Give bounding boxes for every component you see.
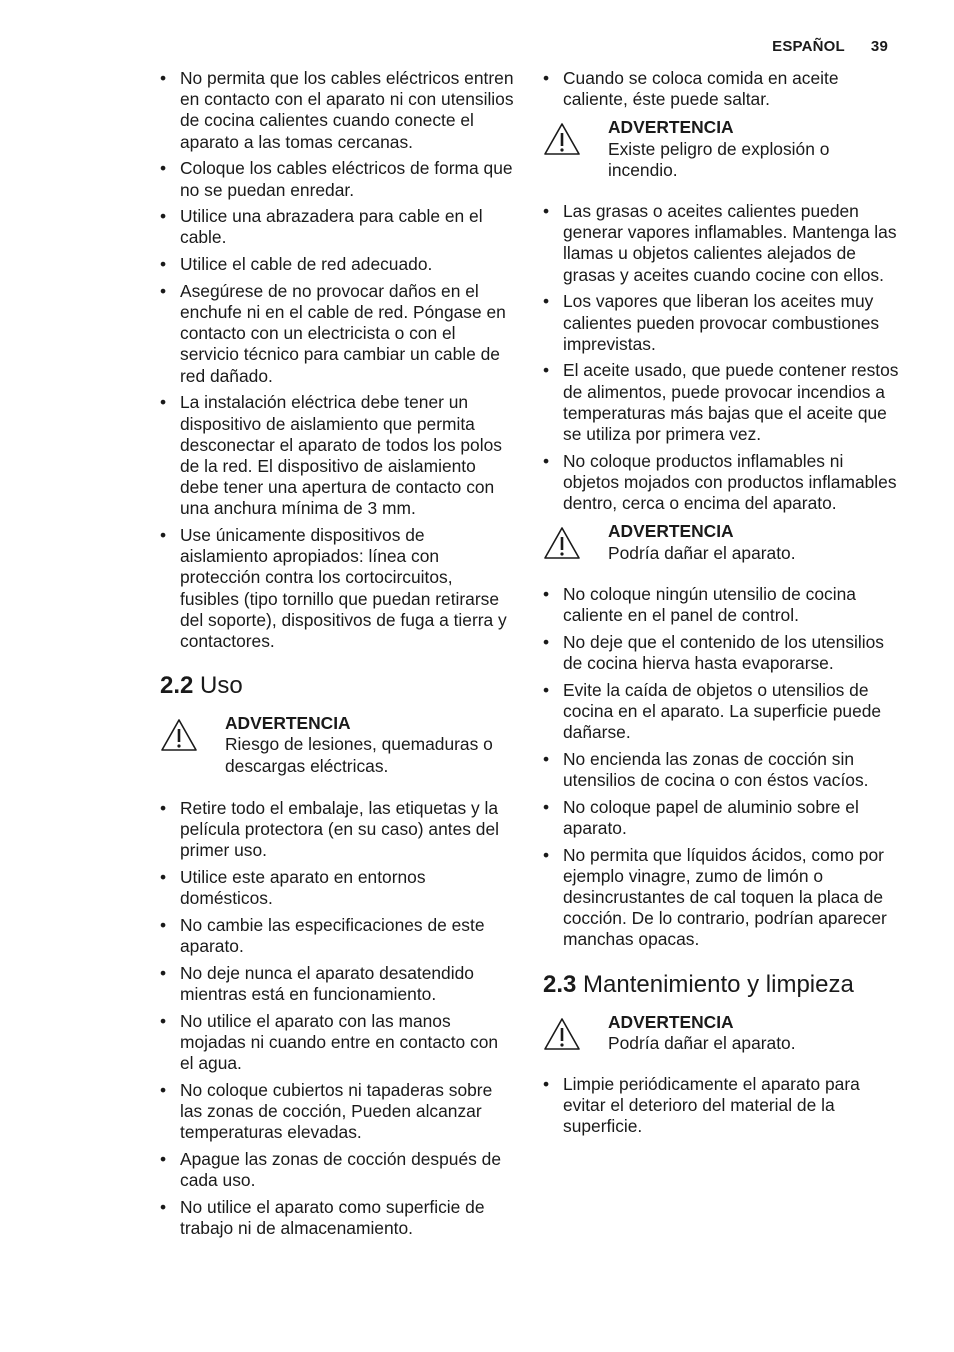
bullet-list-uso: [160, 798, 516, 1239]
section-title: Uso: [200, 672, 243, 700]
list-item: • No permita que líquidos ácidos, como por ejemplo vinagre, zumo de limón o desincrustantes de cal toquen la placa de cocción. De lo contrario, podrían aparecer manchas opacas.: [543, 845, 899, 951]
bullet-list-electrical: [160, 68, 516, 652]
list-item: • No coloque ningún utensilio de cocina caliente en el panel de control.: [543, 584, 899, 626]
section-number: 2.2: [160, 672, 194, 700]
section-title: Mantenimiento y limpieza: [583, 970, 854, 998]
bullet-list-oil: [543, 68, 899, 110]
list-item: • Utilice este aparato en entornos domésticos.: [160, 867, 516, 909]
list-item: • Asegúrese de no provocar daños en el enchufe ni en el cable de red. Póngase en contacto con un electricista o con el servicio técnico para cambiar un cable de red dañado.: [160, 281, 516, 387]
warning-title: ADVERTENCIA: [608, 117, 734, 138]
warning-box: [543, 1012, 899, 1054]
list-item: • No utilice el aparato con las manos mojadas ni cuando entre en contacto con el agua.: [160, 1011, 516, 1075]
section-heading-uso: [160, 672, 516, 700]
page-number: 39: [870, 38, 888, 55]
warning-triangle-icon: [543, 526, 581, 560]
warning-text: Riesgo de lesiones, quemaduras o descargas eléctricas.: [225, 734, 493, 776]
bullet-list-cleaning: [543, 1074, 899, 1138]
list-item: • No deje nunca el aparato desatendido mientras está en funcionamiento.: [160, 963, 516, 1005]
header-language: ESPAÑOL: [772, 38, 845, 55]
list-item: • No permita que los cables eléctricos entren en contacto con el aparato ni con utensilios de cocina calientes cuando conecte el aparato a las tomas cercanas.: [160, 68, 516, 153]
list-item: • No coloque papel de aluminio sobre el aparato.: [543, 797, 899, 839]
list-item: • Los vapores que liberan los aceites muy calientes pueden provocar combustiones imprevistas.: [543, 291, 899, 355]
warning-box: [160, 713, 516, 777]
section-number: 2.3: [543, 970, 577, 998]
warning-box: [543, 521, 899, 563]
list-item: • Utilice el cable de red adecuado.: [160, 254, 516, 275]
warning-triangle-icon: [543, 1017, 581, 1051]
list-item: • Limpie periódicamente el aparato para evitar el deterioro del material de la superficie.: [543, 1074, 899, 1138]
left-column: [160, 68, 516, 1245]
list-item: • El aceite usado, que puede contener restos de alimentos, puede provocar incendios a temperaturas más bajas que el aceite que se utiliza por primera vez.: [543, 360, 899, 445]
list-item: • La instalación eléctrica debe tener un dispositivo de aislamiento que permita desconectar el aparato de todos los polos de la red. El dispositivo de aislamiento debe tener una apertura de contacto con una anchura mínima de 3 mm.: [160, 392, 516, 519]
list-item: • Use únicamente dispositivos de aislamiento apropiados: línea con protección contra los cortocircuitos, fusibles (tipo tornillo que puedan retirarse del soporte), dispositivos de fuga a tierra y contactores.: [160, 525, 516, 652]
section-heading-mantenimiento: [543, 971, 899, 999]
list-item: • Cuando se coloca comida en aceite caliente, éste puede saltar.: [543, 68, 899, 110]
list-item: • No coloque cubiertos ni tapaderas sobre las zonas de cocción, Pueden alcanzar temperaturas elevadas.: [160, 1080, 516, 1144]
list-item: • No coloque productos inflamables ni objetos mojados con productos inflamables dentro, cerca o encima del aparato.: [543, 451, 899, 515]
list-item: • No cambie las especificaciones de este aparato.: [160, 915, 516, 957]
list-item: • Apague las zonas de cocción después de cada uso.: [160, 1149, 516, 1191]
list-item: • Utilice una abrazadera para cable en el cable.: [160, 206, 516, 248]
warning-title: ADVERTENCIA: [608, 521, 734, 542]
warning-text: Podría dañar el aparato.: [608, 1032, 796, 1053]
bullet-list-cookware: [543, 584, 899, 951]
list-item: • No utilice el aparato como superficie de trabajo ni de almacenamiento.: [160, 1197, 516, 1239]
right-column: [543, 68, 899, 1143]
warning-text: Podría dañar el aparato.: [608, 542, 796, 563]
list-item: • No encienda las zonas de cocción sin utensilios de cocina o con éstos vacíos.: [543, 749, 899, 791]
bullet-list-fire: [543, 201, 899, 514]
list-item: • Evite la caída de objetos o utensilios de cocina en el aparato. La superficie puede dañarse.: [543, 680, 899, 744]
page-header: [772, 38, 888, 55]
warning-title: ADVERTENCIA: [225, 713, 351, 734]
warning-triangle-icon: [543, 122, 581, 156]
warning-box: [543, 117, 899, 181]
warning-title: ADVERTENCIA: [608, 1011, 734, 1032]
list-item: • Las grasas o aceites calientes pueden generar vapores inflamables. Mantenga las llamas u objetos calientes alejados de grasas y aceites cuando cocine con ellos.: [543, 201, 899, 286]
list-item: • Coloque los cables eléctricos de forma que no se puedan enredar.: [160, 158, 516, 200]
warning-text: Existe peligro de explosión o incendio.: [608, 138, 830, 180]
list-item: • No deje que el contenido de los utensilios de cocina hierva hasta evaporarse.: [543, 632, 899, 674]
warning-triangle-icon: [160, 718, 198, 752]
list-item: • Retire todo el embalaje, las etiquetas y la película protectora (en su caso) antes del primer uso.: [160, 798, 516, 862]
